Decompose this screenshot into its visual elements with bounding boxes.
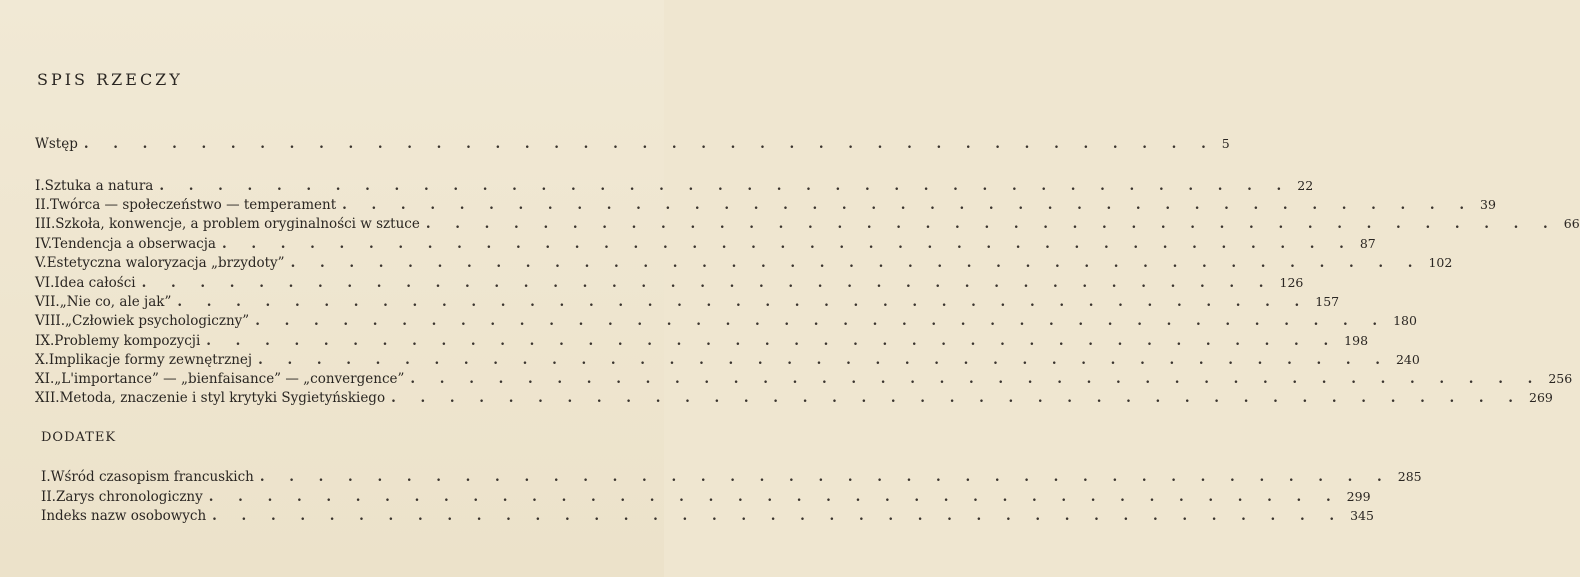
toc-label: „L'importance” — „bienfaisance” — „convergence” xyxy=(54,371,405,387)
toc-page-number: 269 xyxy=(1529,390,1553,405)
toc-entry-chapter xyxy=(35,311,1417,331)
toc-number: VI. xyxy=(35,275,55,291)
leader-dots: . . . . . . . . . . . . . . . . . . . . . . . . . . . . . . . . . . . . . . . xyxy=(177,294,1310,310)
leader-dots: . . . . . . . . . . . . . . . . . . . . . . . . . . . . . . . . . . . . . . . xyxy=(221,236,1354,252)
toc-entry-chapter xyxy=(35,292,1340,312)
toc-entry-chapter xyxy=(35,214,1580,234)
leader-dots: . . . . . . . . . . . . . . . . . . . . . . . . . . . . . . . . . . . . . . . xyxy=(342,197,1475,213)
toc-page-number: 87 xyxy=(1359,236,1376,251)
toc-label: Wstęp xyxy=(35,136,78,152)
toc-page-number: 66 xyxy=(1563,216,1580,231)
toc-page-number: 39 xyxy=(1480,197,1496,212)
toc-entry-index xyxy=(41,506,1374,526)
toc-page-number: 345 xyxy=(1350,508,1374,523)
toc-entry-intro xyxy=(35,134,1230,154)
toc-page-number: 22 xyxy=(1297,178,1314,193)
toc-label: Tendencja a obserwacja xyxy=(52,236,216,252)
toc-number: IV. xyxy=(35,236,53,252)
toc-number: III. xyxy=(35,216,56,232)
toc-number: II. xyxy=(35,197,50,213)
toc-label: Metoda, znaczenie i styl krytyki Sygietyńskiego xyxy=(59,390,386,406)
toc-number: XI. xyxy=(35,371,55,387)
toc-label: Sztuka a natura xyxy=(44,178,154,194)
leader-dots: . . . . . . . . . . . . . . . . . . . . . . . . . . . . . . . . . . . . . . . xyxy=(391,390,1523,406)
toc-label: Idea całości xyxy=(54,275,136,291)
leader-dots: . . . . . . . . . . . . . . . . . . . . . . . . . . . . . . . . . . . . . . . xyxy=(290,255,1423,271)
toc-label: Indeks nazw osobowych xyxy=(41,508,207,524)
toc-page-number: 126 xyxy=(1279,275,1304,290)
toc-label: „Człowiek psychologiczny” xyxy=(65,313,250,329)
toc-number: II. xyxy=(41,489,56,505)
leader-dots: . . . . . . . . . . . . . . . . . . . . . . . . . . . . . . . . . . . . . . . xyxy=(410,371,1543,387)
leader-dots: . . . . . . . . . . . . . . . . . . . . . . . . . . . . . . . . . . . . . . . xyxy=(255,313,1388,329)
toc-entry-chapter xyxy=(35,253,1453,273)
toc-entry-chapter xyxy=(35,234,1376,254)
toc-label: Wśród czasopism francuskich xyxy=(50,469,254,485)
toc-number: I. xyxy=(35,178,45,194)
toc-entry-chapter xyxy=(35,388,1553,408)
toc-page-number: 285 xyxy=(1397,469,1422,484)
toc-page-number: 240 xyxy=(1395,352,1420,367)
toc-label: Zarys chronologiczny xyxy=(55,489,203,505)
toc-entry-chapter xyxy=(35,195,1496,215)
toc-entry-chapter xyxy=(35,369,1573,389)
toc-label: Szkoła, konwencje, a problem oryginalności w sztuce xyxy=(55,216,420,232)
toc-number: IX. xyxy=(35,333,55,349)
toc-number: VIII. xyxy=(35,313,66,329)
leader-dots: . . . . . . . . . . . . . . . . . . . . . . . . . . . . . . . . . . . . . . . xyxy=(425,216,1558,232)
leader-dots: . . . . . . . . . . . . . . . . . . . . . . . . . . . . . . . . . . . . . . . xyxy=(83,136,1216,152)
toc-page-number: 180 xyxy=(1393,313,1417,328)
toc-number: V. xyxy=(35,255,47,271)
page-title: SPIS RZECZY xyxy=(37,70,183,89)
toc-entry-appendix xyxy=(41,467,1422,487)
toc-page-number: 102 xyxy=(1428,255,1453,270)
appendix-heading: DODATEK xyxy=(41,430,117,445)
toc-label: Twórca — społeczeństwo — temperament xyxy=(49,197,337,213)
toc-label: Implikacje formy zewnętrznej xyxy=(48,352,253,368)
leader-dots: . . . . . . . . . . . . . . . . . . . . . . . . . . . . . . . . . . . . . . . xyxy=(212,508,1345,524)
leader-dots: . . . . . . . . . . . . . . . . . . . . . . . . . . . . . . . . . . . . . . . xyxy=(208,489,1341,505)
toc-label: Estetyczna waloryzacja „brzydoty” xyxy=(46,255,285,271)
toc-label: Problemy kompozycji xyxy=(54,333,201,349)
toc-page-number: 157 xyxy=(1315,294,1340,309)
toc-page-number: 299 xyxy=(1346,489,1371,504)
toc-number: XII. xyxy=(35,390,60,406)
toc-page-number: 5 xyxy=(1221,136,1230,151)
toc-entry-chapter xyxy=(35,273,1304,293)
leader-dots: . . . . . . . . . . . . . . . . . . . . . . . . . . . . . . . . . . . . . . . xyxy=(258,352,1390,368)
toc-page-number: 256 xyxy=(1548,371,1573,386)
toc-label: „Nie co, ale jak” xyxy=(59,294,172,310)
toc-page-number: 198 xyxy=(1344,333,1369,348)
leader-dots: . . . . . . . . . . . . . . . . . . . . . . . . . . . . . . . . . . . . . . . xyxy=(206,333,1339,349)
toc-number: X. xyxy=(35,352,49,368)
toc-entry-chapter xyxy=(35,331,1369,351)
toc-number: VII. xyxy=(35,294,60,310)
leader-dots: . . . . . . . . . . . . . . . . . . . . . . . . . . . . . . . . . . . . . . . xyxy=(259,469,1392,485)
leader-dots: . . . . . . . . . . . . . . . . . . . . . . . . . . . . . . . . . . . . . . . xyxy=(159,178,1292,194)
toc-number: I. xyxy=(41,469,51,485)
leader-dots: . . . . . . . . . . . . . . . . . . . . . . . . . . . . . . . . . . . . . . . xyxy=(141,275,1274,291)
toc-entry-appendix xyxy=(41,487,1371,507)
toc-entry-chapter xyxy=(35,176,1314,196)
toc-entry-chapter xyxy=(35,350,1420,370)
